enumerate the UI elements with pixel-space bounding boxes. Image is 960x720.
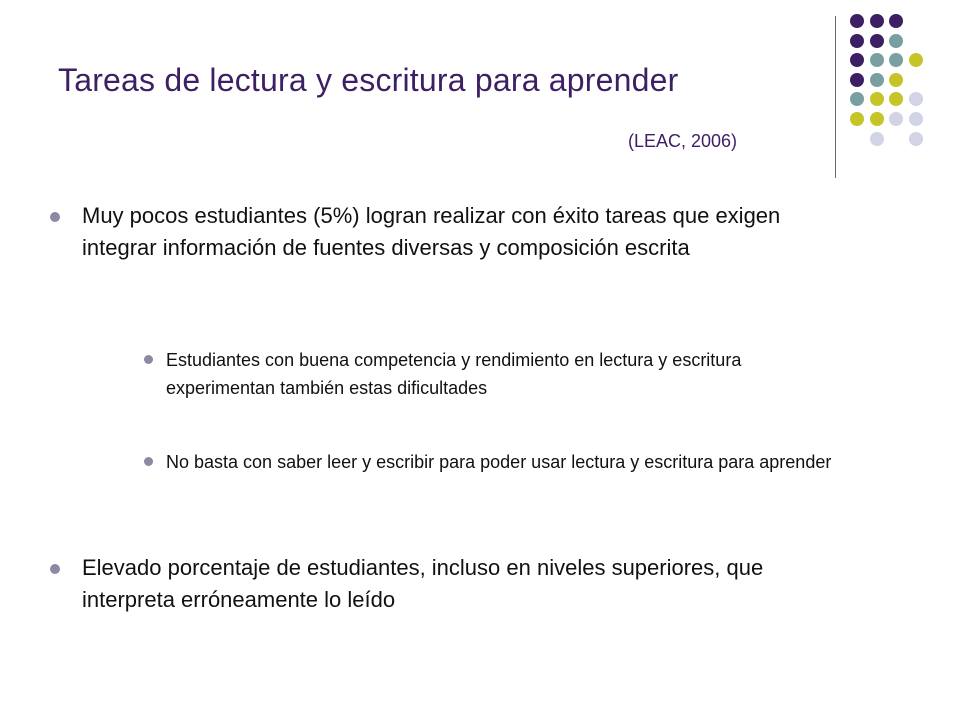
decorative-dot xyxy=(870,34,884,48)
bullet-dot-icon xyxy=(144,457,153,466)
decorative-dot xyxy=(870,132,884,146)
decorative-dot xyxy=(909,132,923,146)
bullet-item xyxy=(82,552,837,616)
decorative-dot xyxy=(909,112,923,126)
title-divider-line xyxy=(835,16,836,178)
sub-bullet-item xyxy=(166,346,846,402)
citation: (LEAC, 2006) xyxy=(628,131,738,151)
decorative-dot xyxy=(909,53,923,67)
sub-bullet-item xyxy=(166,448,846,476)
decorative-dot xyxy=(889,14,903,28)
decorative-dot xyxy=(870,14,884,28)
decorative-dot xyxy=(850,73,864,87)
bullet-text: Muy pocos estudiantes (5%) logran realizar con éxito tareas que exigen integrar información de fuentes diversas y composición escrita xyxy=(82,203,781,260)
decorative-dot xyxy=(850,14,864,28)
decorative-dot xyxy=(850,92,864,106)
slide-title: Tareas de lectura y escritura para aprender xyxy=(58,62,679,98)
decorative-dot xyxy=(889,53,903,67)
decorative-dot-grid xyxy=(850,14,950,156)
decorative-dot xyxy=(870,112,884,126)
bullet-dot-icon xyxy=(144,355,153,364)
decorative-dot xyxy=(909,92,923,106)
decorative-dot xyxy=(870,73,884,87)
bullet-text: Estudiantes con buena competencia y rendimiento en lectura y escritura experimentan también estas dificultades xyxy=(166,350,742,398)
decorative-dot xyxy=(889,92,903,106)
bullet-text: No basta con saber leer y escribir para poder usar lectura y escritura para aprender xyxy=(166,452,832,472)
decorative-dot xyxy=(870,53,884,67)
decorative-dot xyxy=(850,34,864,48)
decorative-dot xyxy=(850,53,864,67)
decorative-dot xyxy=(889,112,903,126)
decorative-dot xyxy=(889,73,903,87)
bullet-text: Elevado porcentaje de estudiantes, incluso en niveles superiores, que interpreta erróneamente lo leído xyxy=(82,555,764,612)
bullet-dot-icon xyxy=(50,564,60,574)
bullet-dot-icon xyxy=(50,212,60,222)
decorative-dot xyxy=(870,92,884,106)
decorative-dot xyxy=(889,34,903,48)
bullet-item xyxy=(82,200,837,264)
decorative-dot xyxy=(850,112,864,126)
